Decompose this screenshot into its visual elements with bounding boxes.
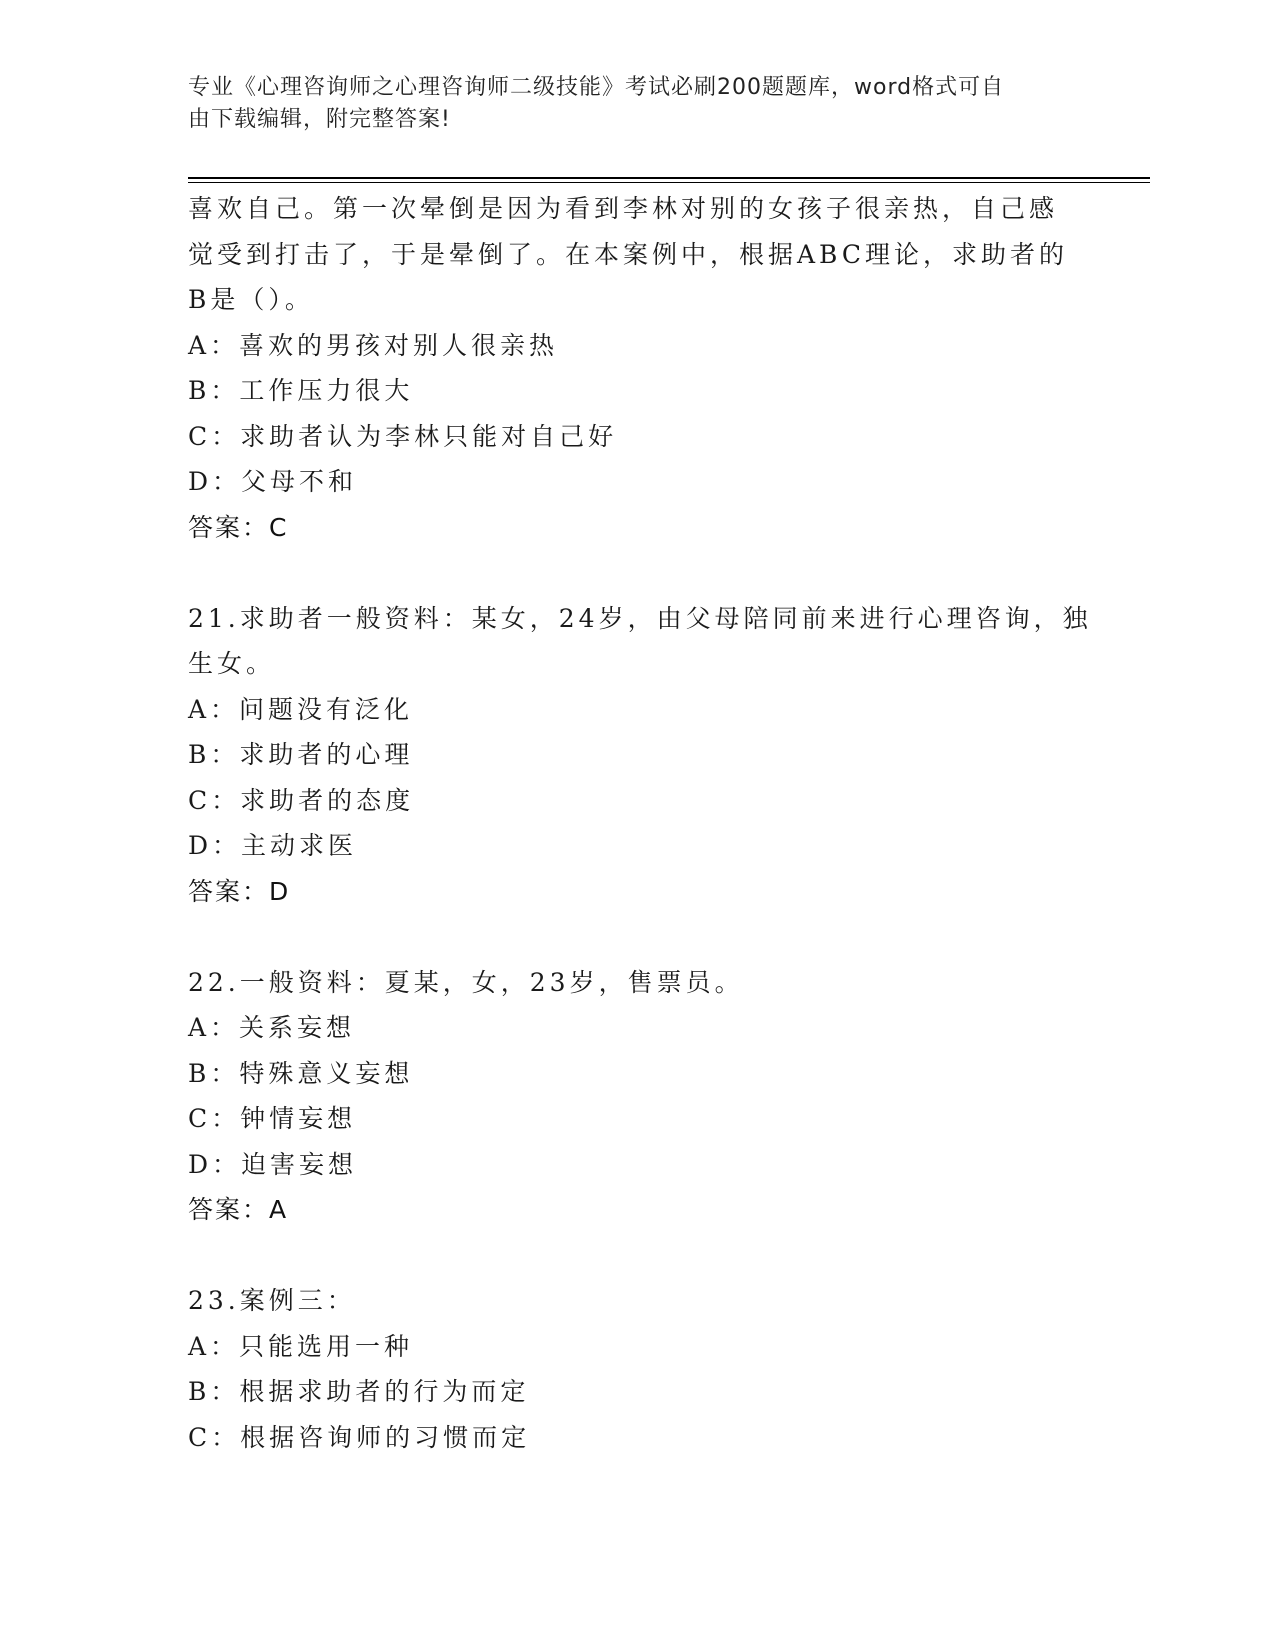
- header-line-2: 由下载编辑，附完整答案!: [188, 107, 451, 132]
- document-body: [188, 186, 1092, 1460]
- option-b: B：根据求助者的行为而定: [188, 1377, 530, 1406]
- option-c: C：求助者认为李林只能对自己好: [188, 421, 618, 451]
- option-b: B：求助者的心理: [188, 740, 414, 769]
- header-line-1: 专业《心理咨询师之心理咨询师二级技能》考试必刷200题题库，word格式可自: [188, 75, 1005, 100]
- answer-line: 答案：A: [188, 1195, 289, 1224]
- option-b: B：工作压力很大: [188, 376, 414, 405]
- option-d: D：迫害妄想: [188, 1149, 358, 1179]
- option-b: B：特殊意义妄想: [188, 1058, 414, 1088]
- question-text-line: 喜欢自己。第一次晕倒是因为看到李林对别的女孩子很亲热，自己感: [188, 194, 1059, 223]
- question-text-line: 觉受到打击了，于是晕倒了。在本案例中，根据ABC理论，求助者的: [188, 239, 1069, 269]
- question-block-20: [188, 186, 1088, 550]
- spacer: [188, 1233, 1088, 1279]
- question-text-line: 23.案例三：: [188, 1286, 356, 1315]
- header-divider-thick: [188, 177, 1150, 179]
- option-a: A：喜欢的男孩对别人很亲热: [188, 330, 559, 360]
- question-text-line: 生女。: [188, 649, 276, 678]
- option-a: A：问题没有泛化: [188, 694, 414, 724]
- spacer: [188, 550, 1088, 596]
- spacer: [188, 914, 1088, 960]
- option-d: D：父母不和: [188, 467, 358, 496]
- option-c: C：求助者的态度: [188, 785, 415, 815]
- answer-line: 答案：D: [188, 876, 291, 906]
- document-header: [188, 72, 1068, 136]
- option-c: C：钟情妄想: [188, 1104, 357, 1133]
- question-block-23: [188, 1278, 1088, 1460]
- question-block-21: [188, 596, 1092, 915]
- option-d: D：主动求医: [188, 831, 358, 860]
- question-text-line: B是（）。: [188, 285, 314, 314]
- option-a: A：只能选用一种: [188, 1331, 414, 1361]
- question-text-line: 21.求助者一般资料：某女，24岁，由父母陪同前来进行心理咨询，独: [188, 603, 1092, 633]
- answer-line: 答案：C: [188, 512, 289, 542]
- header-divider-thin: [188, 182, 1150, 183]
- option-a: A：关系妄想: [188, 1013, 356, 1042]
- option-c: C：根据咨询师的习惯而定: [188, 1422, 531, 1452]
- question-block-22: [188, 960, 1088, 1233]
- question-text-line: 22.一般资料：夏某，女，23岁，售票员。: [188, 967, 744, 997]
